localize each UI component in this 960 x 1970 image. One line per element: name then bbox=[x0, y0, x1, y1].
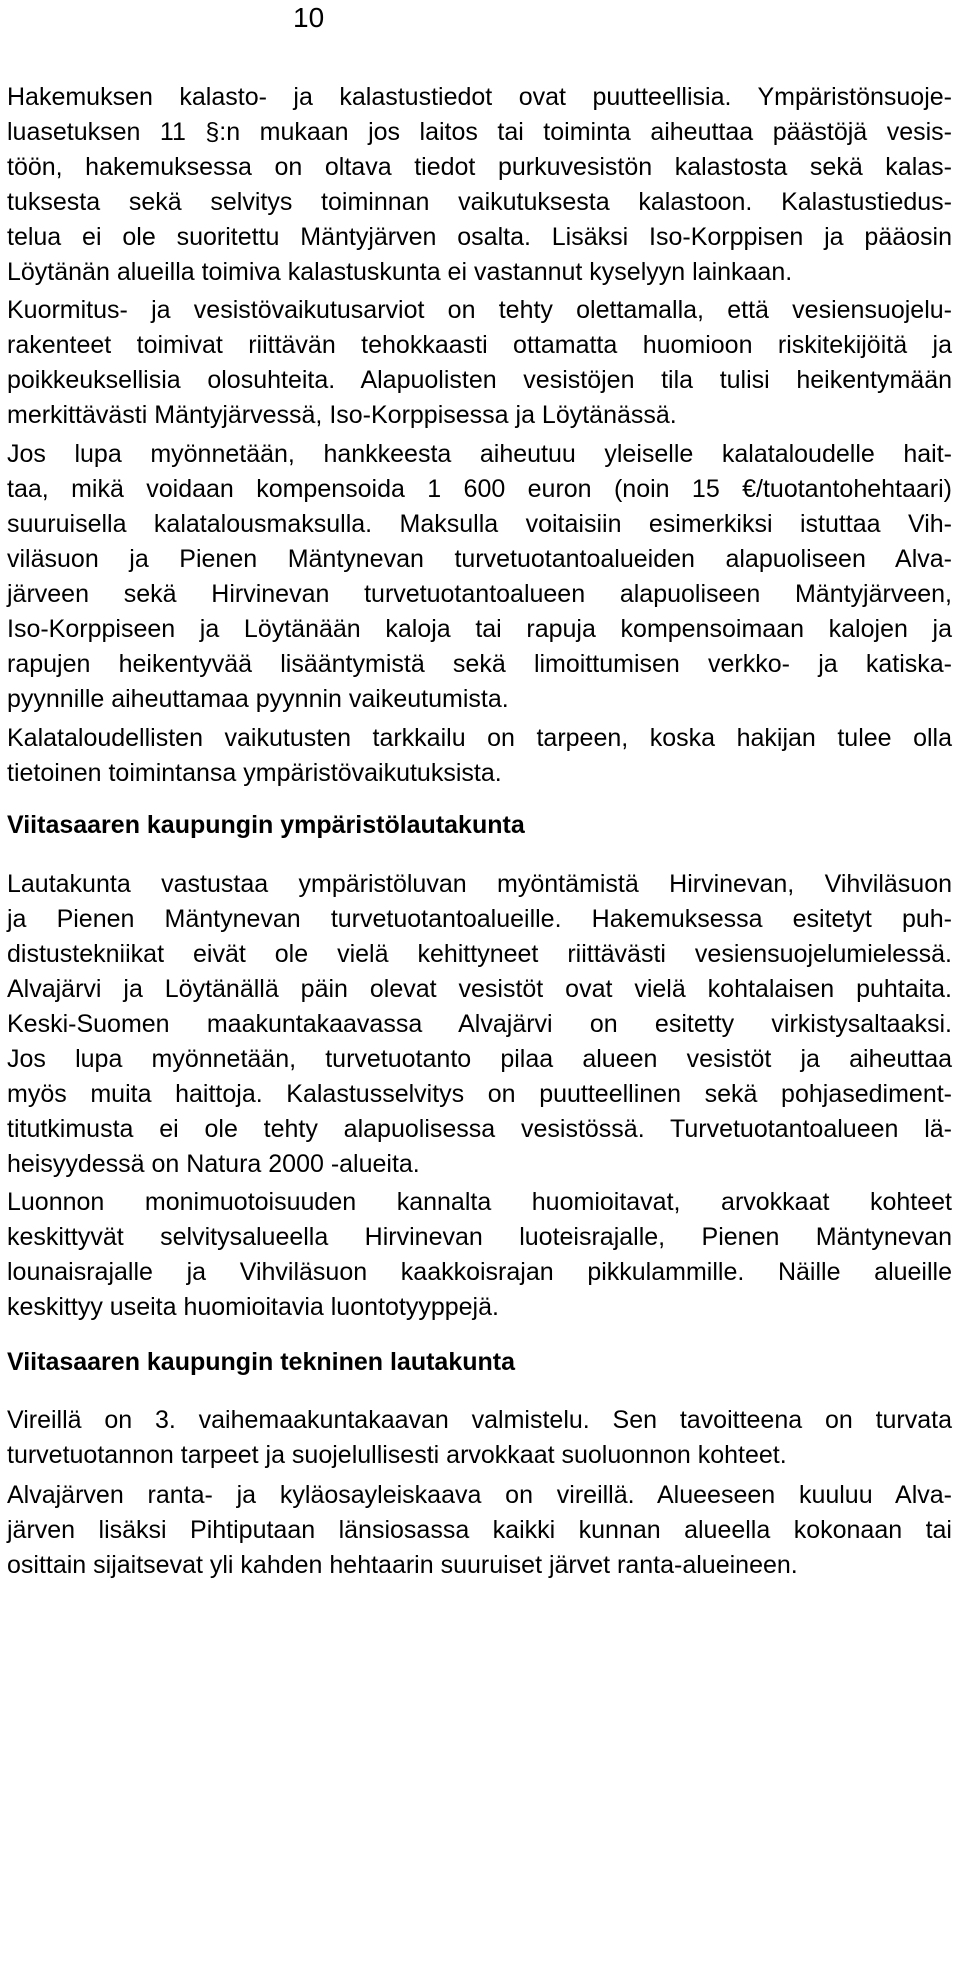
text-line: tietoinen toimintansa ympäristövaikutuksista. bbox=[7, 759, 502, 787]
text-line: ja Pienen Mäntynevan turvetuotantoalueille. Hakemuksessa esitetyt puh- bbox=[7, 905, 952, 933]
text-line: myös muita haittoja. Kalastusselvitys on puutteellinen sekä pohjasediment- bbox=[7, 1080, 952, 1108]
text-line: Lautakunta vastustaa ympäristöluvan myöntämistä Hirvinevan, Vihviläsuon bbox=[7, 870, 952, 898]
text-line: Kalataloudellisten vaikutusten tarkkailu on tarpeen, koska hakijan tulee olla bbox=[7, 724, 952, 752]
text-line: Jos lupa myönnetään, turvetuotanto pilaa alueen vesistöt ja aiheuttaa bbox=[7, 1045, 952, 1073]
text-line: viläsuon ja Pienen Mäntynevan turvetuotantoalueiden alapuoliseen Alva- bbox=[7, 545, 952, 573]
paragraph-kompensaatio bbox=[7, 437, 952, 717]
text-line: Iso-Korppiseen ja Löytänään kaloja tai rapuja kompensoimaan kalojen ja bbox=[7, 615, 952, 643]
section-heading: Viitasaaren kaupungin tekninen lautakunta bbox=[7, 1348, 515, 1376]
text-line: rakenteet toimivat riittävän tehokkaasti ottamatta huomioon riskitekijöitä ja bbox=[7, 331, 952, 359]
text-line: keskittyy useita huomioitavia luontotyyppejä. bbox=[7, 1293, 499, 1321]
text-line: rapujen heikentyvää lisääntymistä sekä limoittumisen verkko- ja katiska- bbox=[7, 650, 952, 678]
text-line: merkittävästi Mäntyjärvessä, Iso-Korppisessa ja Löytänässä. bbox=[7, 401, 677, 429]
text-line: keskittyvät selvitysalueella Hirvinevan luoteisrajalle, Pienen Mäntynevan bbox=[7, 1223, 952, 1251]
paragraph-osayleiskaava bbox=[7, 1478, 952, 1583]
text-line: Luonnon monimuotoisuuden kannalta huomioitavat, arvokkaat kohteet bbox=[7, 1188, 952, 1216]
text-line: osittain sijaitsevat yli kahden hehtaarin suuruiset järvet ranta-alueineen. bbox=[7, 1551, 798, 1579]
text-line: Kuormitus- ja vesistövaikutusarviot on tehty olettamalla, että vesiensuojelu- bbox=[7, 296, 952, 324]
text-line: poikkeuksellisia olosuhteita. Alapuolisten vesistöjen tila tulisi heikentymään bbox=[7, 366, 952, 394]
text-line: lounaisrajalle ja Vihviläsuon kaakkoisrajan pikkulammille. Näille alueille bbox=[7, 1258, 952, 1286]
text-line: heisyydessä on Natura 2000 -alueita. bbox=[7, 1150, 420, 1178]
section-heading-ymparistolautakunta bbox=[7, 808, 952, 843]
text-line: luasetuksen 11 §:n mukaan jos laitos tai toiminta aiheuttaa päästöjä vesis- bbox=[7, 118, 952, 146]
text-line: Hakemuksen kalasto- ja kalastustiedot ovat puutteellisia. Ympäristönsuoje- bbox=[7, 83, 952, 111]
text-line: pyynnille aiheuttamaa pyynnin vaikeutumista. bbox=[7, 685, 509, 713]
text-line: suuruisella kalatalousmaksulla. Maksulla voitaisiin esimerkiksi istuttaa Vih- bbox=[7, 510, 952, 538]
page-number: 10 bbox=[293, 2, 325, 33]
section-heading-tekninen-lautakunta bbox=[7, 1345, 952, 1380]
paragraph-kuormitus bbox=[7, 293, 952, 433]
paragraph-luonto bbox=[7, 1185, 952, 1325]
text-line: taa, mikä voidaan kompensoida 1 600 euron (noin 15 €/tuotantohehtaari) bbox=[7, 475, 952, 503]
text-line: Jos lupa myönnetään, hankkeesta aiheutuu yleiselle kalataloudelle hait- bbox=[7, 440, 952, 468]
section-heading: Viitasaaren kaupungin ympäristölautakunta bbox=[7, 811, 525, 839]
text-line: telua ei ole suoritettu Mäntyjärven osalta. Lisäksi Iso-Korppisen ja pääosin bbox=[7, 223, 952, 251]
text-line: Löytänän alueilla toimiva kalastuskunta ei vastannut kyselyyn lainkaan. bbox=[7, 258, 793, 286]
paragraph-tarkkailu bbox=[7, 721, 952, 791]
text-line: järven lisäksi Pihtiputaan länsiosassa kaikki kunnan alueella kokonaan tai bbox=[7, 1516, 952, 1544]
text-line: Keski-Suomen maakuntakaavassa Alvajärvi on esitetty virkistysaltaaksi. bbox=[7, 1010, 952, 1038]
text-line: Alvajärven ranta- ja kyläosayleiskaava on vireillä. Alueeseen kuuluu Alva- bbox=[7, 1481, 952, 1509]
text-line: Vireillä on 3. vaihemaakuntakaavan valmistelu. Sen tavoitteena on turvata bbox=[7, 1406, 952, 1434]
text-line: distustekniikat eivät ole vielä kehittyneet riittävästi vesiensuojelumielessä. bbox=[7, 940, 952, 968]
text-line: tuksesta sekä selvitys toiminnan vaikutuksesta kalastoon. Kalastustiedus- bbox=[7, 188, 952, 216]
text-line: töön, hakemuksessa on oltava tiedot purkuvesistön kalastosta sekä kalas- bbox=[7, 153, 952, 181]
text-line: Alvajärvi ja Löytänällä päin olevat vesistöt ovat vielä kohtalaisen puhtaita. bbox=[7, 975, 952, 1003]
paragraph-kalasto bbox=[7, 80, 952, 290]
paragraph-lautakunta bbox=[7, 867, 952, 1182]
text-line: turvetuotannon tarpeet ja suojelullisesti arvokkaat suoluonnon kohteet. bbox=[7, 1441, 787, 1469]
text-line: järveen sekä Hirvinevan turvetuotantoalueen alapuoliseen Mäntyjärveen, bbox=[7, 580, 952, 608]
paragraph-vaihemaakuntakaava bbox=[7, 1403, 952, 1473]
text-line: titutkimusta ei ole tehty alapuolisessa vesistössä. Turvetuotantoalueen lä- bbox=[7, 1115, 952, 1143]
